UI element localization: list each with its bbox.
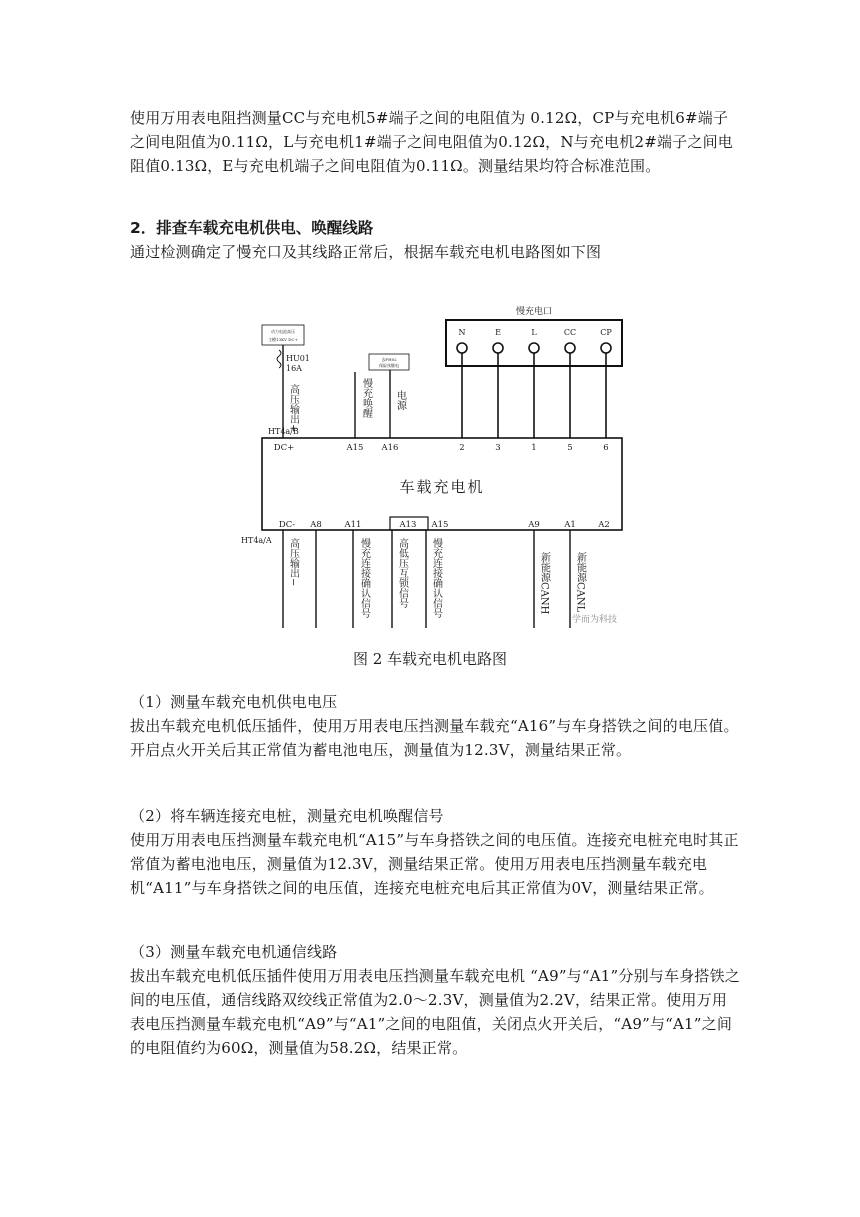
bottom-wires xyxy=(283,530,570,628)
terminal-circle-cc xyxy=(565,343,575,353)
pin-a16: A16 xyxy=(381,443,399,453)
port-pin-e: E xyxy=(495,328,501,337)
port-terminal-circles xyxy=(457,343,611,353)
port-pin-l: L xyxy=(531,328,537,337)
vlabel-slow-confirm-1: 慢充连接确认信号 xyxy=(358,538,370,618)
terminal-circle-l xyxy=(529,343,539,353)
fuse-icon xyxy=(277,350,281,368)
vlabel-hv-out-plus: 高压输出+ xyxy=(287,384,299,433)
pin-a1: A1 xyxy=(564,520,576,530)
pin-dc-minus: DC- xyxy=(278,520,296,530)
ht4a-a-label: HT4a/A xyxy=(241,536,272,545)
figure-caption: 图 2 车载充电机电路图 xyxy=(352,650,508,668)
vlabel-canh: 新能源CANH xyxy=(538,552,550,615)
hv-battery-box-label-1: 动力电池高压 xyxy=(271,329,295,334)
port-pin-labels xyxy=(459,328,613,337)
pin-a15-bottom: A15 xyxy=(431,520,449,530)
hv-battery-box-label-2: 主模13KV DC+ xyxy=(268,337,298,342)
section-1-title: （1）测量车载充电机供电电压 xyxy=(130,693,338,711)
terminal-5: 5 xyxy=(567,443,573,453)
charger-box-label: 车载充电机 xyxy=(399,478,485,496)
port-pin-n: N xyxy=(458,328,466,337)
watermark-text: 学而为科技 xyxy=(572,615,618,625)
hv-battery-box xyxy=(262,325,304,345)
pin-a9: A9 xyxy=(528,520,540,530)
terminal-3: 3 xyxy=(495,443,501,453)
top-pin-labels xyxy=(274,443,609,453)
fuse-name: HU01 xyxy=(286,354,310,363)
vlabel-canl: 新能源CANL xyxy=(574,552,586,613)
ht4a-b-label: HT4a/B xyxy=(268,427,299,436)
terminal-circle-cp xyxy=(601,343,611,353)
terminal-circle-e xyxy=(493,343,503,353)
pin-a8: A8 xyxy=(310,520,322,530)
vlabel-slow-wake: 慢充唤醒 xyxy=(360,378,372,418)
terminal-6: 6 xyxy=(603,443,609,453)
section-heading-2: 2．排查车载充电机供电、唤醒线路 xyxy=(130,219,374,237)
section-2-body: 使用万用表电压挡测量车载充电机“A15”与车身搭铁之间的电压值。连接充电桩充电时其正常值为蓄电池电压，测量值为12.3V，测量结果正常。使用万用表电压挡测量车载充电机“A11”与车身搭铁之间的电压值，连接充电桩充电后其正常值为0V，测量结果正常。 xyxy=(130,831,739,897)
paragraph-intro-diagram: 通过检测确定了慢充口及其线路正常后，根据车载充电机电路图如下图 xyxy=(130,243,602,261)
port-pin-cc: CC xyxy=(563,328,577,337)
fuse-rating: 16A xyxy=(286,364,302,373)
terminal-2: 2 xyxy=(459,443,465,453)
section-3-body: 拔出车载充电机低压插件使用万用表电压挡测量车载充电机 “A9”与“A1”分别与车身搭铁之间的电压值，通信线路双绞线正常值为2.0～2.3V，测量值为2.2V，结果正常。使用万用表电压挡测量车载充电机“A9”与“A1”之间的电阻值，关闭点火开关后，“A9”与“A1”之间的电阻值约为60Ω，测量值为58.2Ω，结果正常。 xyxy=(130,967,740,1057)
vlabel-hv-out-minus: 高压输出− xyxy=(287,538,299,587)
pin-dc-plus: DC+ xyxy=(273,443,295,453)
pin-a11: A11 xyxy=(344,520,362,530)
paragraph-resistance-results: 使用万用表电阻挡测量CC与充电机5#端子之间的电阻值为 0.12Ω，CP与充电机6#端子之间电阻值为0.11Ω，L与充电机1#端子之间电阻值为0.12Ω，N与充电机2#端子之间电阻值0.13Ω，E与充电机端子之间电阻值为0.11Ω。测量结果均符合标准范围。 xyxy=(130,109,733,175)
pin-a2: A2 xyxy=(598,520,610,530)
relay-box-label-1: 去FH02 xyxy=(381,357,397,362)
pin-a15-top: A15 xyxy=(346,443,364,453)
vlabel-slow-confirm-2: 慢充连接确认信号 xyxy=(430,538,442,618)
pin-a13: A13 xyxy=(399,520,417,530)
port-pin-cp: CP xyxy=(600,328,612,337)
terminal-1: 1 xyxy=(531,443,537,453)
section-1-body: 拔出车载充电机低压插件，使用万用表电压挡测量车载充“A16”与车身搭铁之间的电压值。开启点火开关后其正常值为蓄电池电压，测量值为12.3V，测量结果正常。 xyxy=(130,717,739,759)
section-3-title: （3）测量车载充电机通信线路 xyxy=(130,943,338,961)
charge-port-title: 慢充电口 xyxy=(515,307,553,317)
bottom-pin-labels xyxy=(279,520,610,530)
section-2-title: （2）将车辆连接充电桩，测量充电机唤醒信号 xyxy=(130,807,444,825)
terminal-circle-n xyxy=(457,343,467,353)
relay-box-label-2: 保险丝继电 xyxy=(379,363,399,368)
vlabel-hvlv-interlock: 高低压互锁信号 xyxy=(396,538,408,608)
vlabel-power: 电源 xyxy=(394,390,406,410)
